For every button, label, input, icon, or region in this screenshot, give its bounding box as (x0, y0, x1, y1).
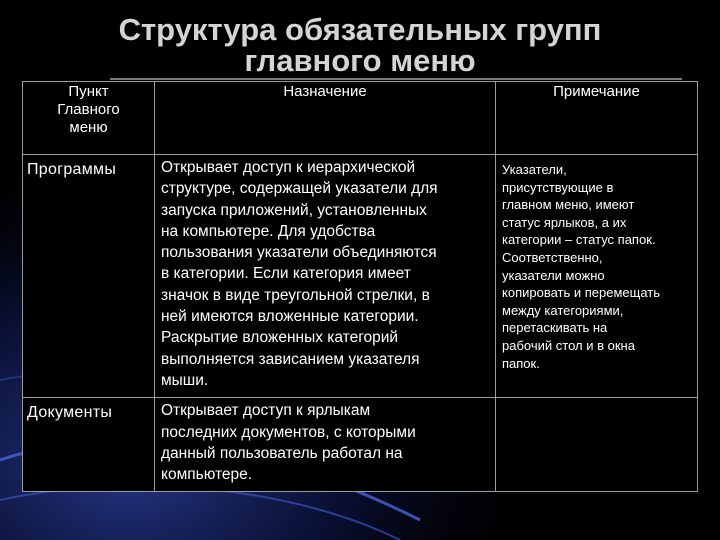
row-note: Указатели, присутствующие в главном меню, имеют статус ярлыков, а их категории – статус папок. Соответственно, указатели можно копировать и перемещать между категориями, перетаскивать на рабочий стол и в окна папок. (496, 155, 698, 398)
title-divider (110, 78, 682, 80)
menu-groups-table (22, 81, 698, 492)
row-purpose: Открывает доступ к иерархической структуре, содержащей указатели для запуска приложений, установленных на компьютере. Для удобства пользования указатели объединяются в категории. Если категория имеет значок в виде треугольной стрелки, в ней имеются вложенные категории. Раскрытие вложенных категорий выполняется зависанием указателя мыши. (155, 155, 496, 398)
header-note: Примечание (496, 82, 698, 155)
header-purpose: Назначение (155, 82, 496, 155)
row-note-empty (496, 398, 698, 492)
table-row (23, 398, 698, 492)
title-line-2: главного меню (244, 43, 476, 78)
row-purpose: Открывает доступ к ярлыкам последних документов, с которыми данный пользователь работал на компьютере. (155, 398, 496, 492)
table-header-row (23, 82, 698, 155)
row-item-programs: Программы (23, 155, 155, 398)
header-item: Пункт Главного меню (23, 82, 155, 155)
title-line-1: Структура обязательных групп (118, 12, 602, 47)
table-row (23, 155, 698, 398)
page-title (60, 14, 660, 76)
row-item-documents: Документы (23, 398, 155, 492)
